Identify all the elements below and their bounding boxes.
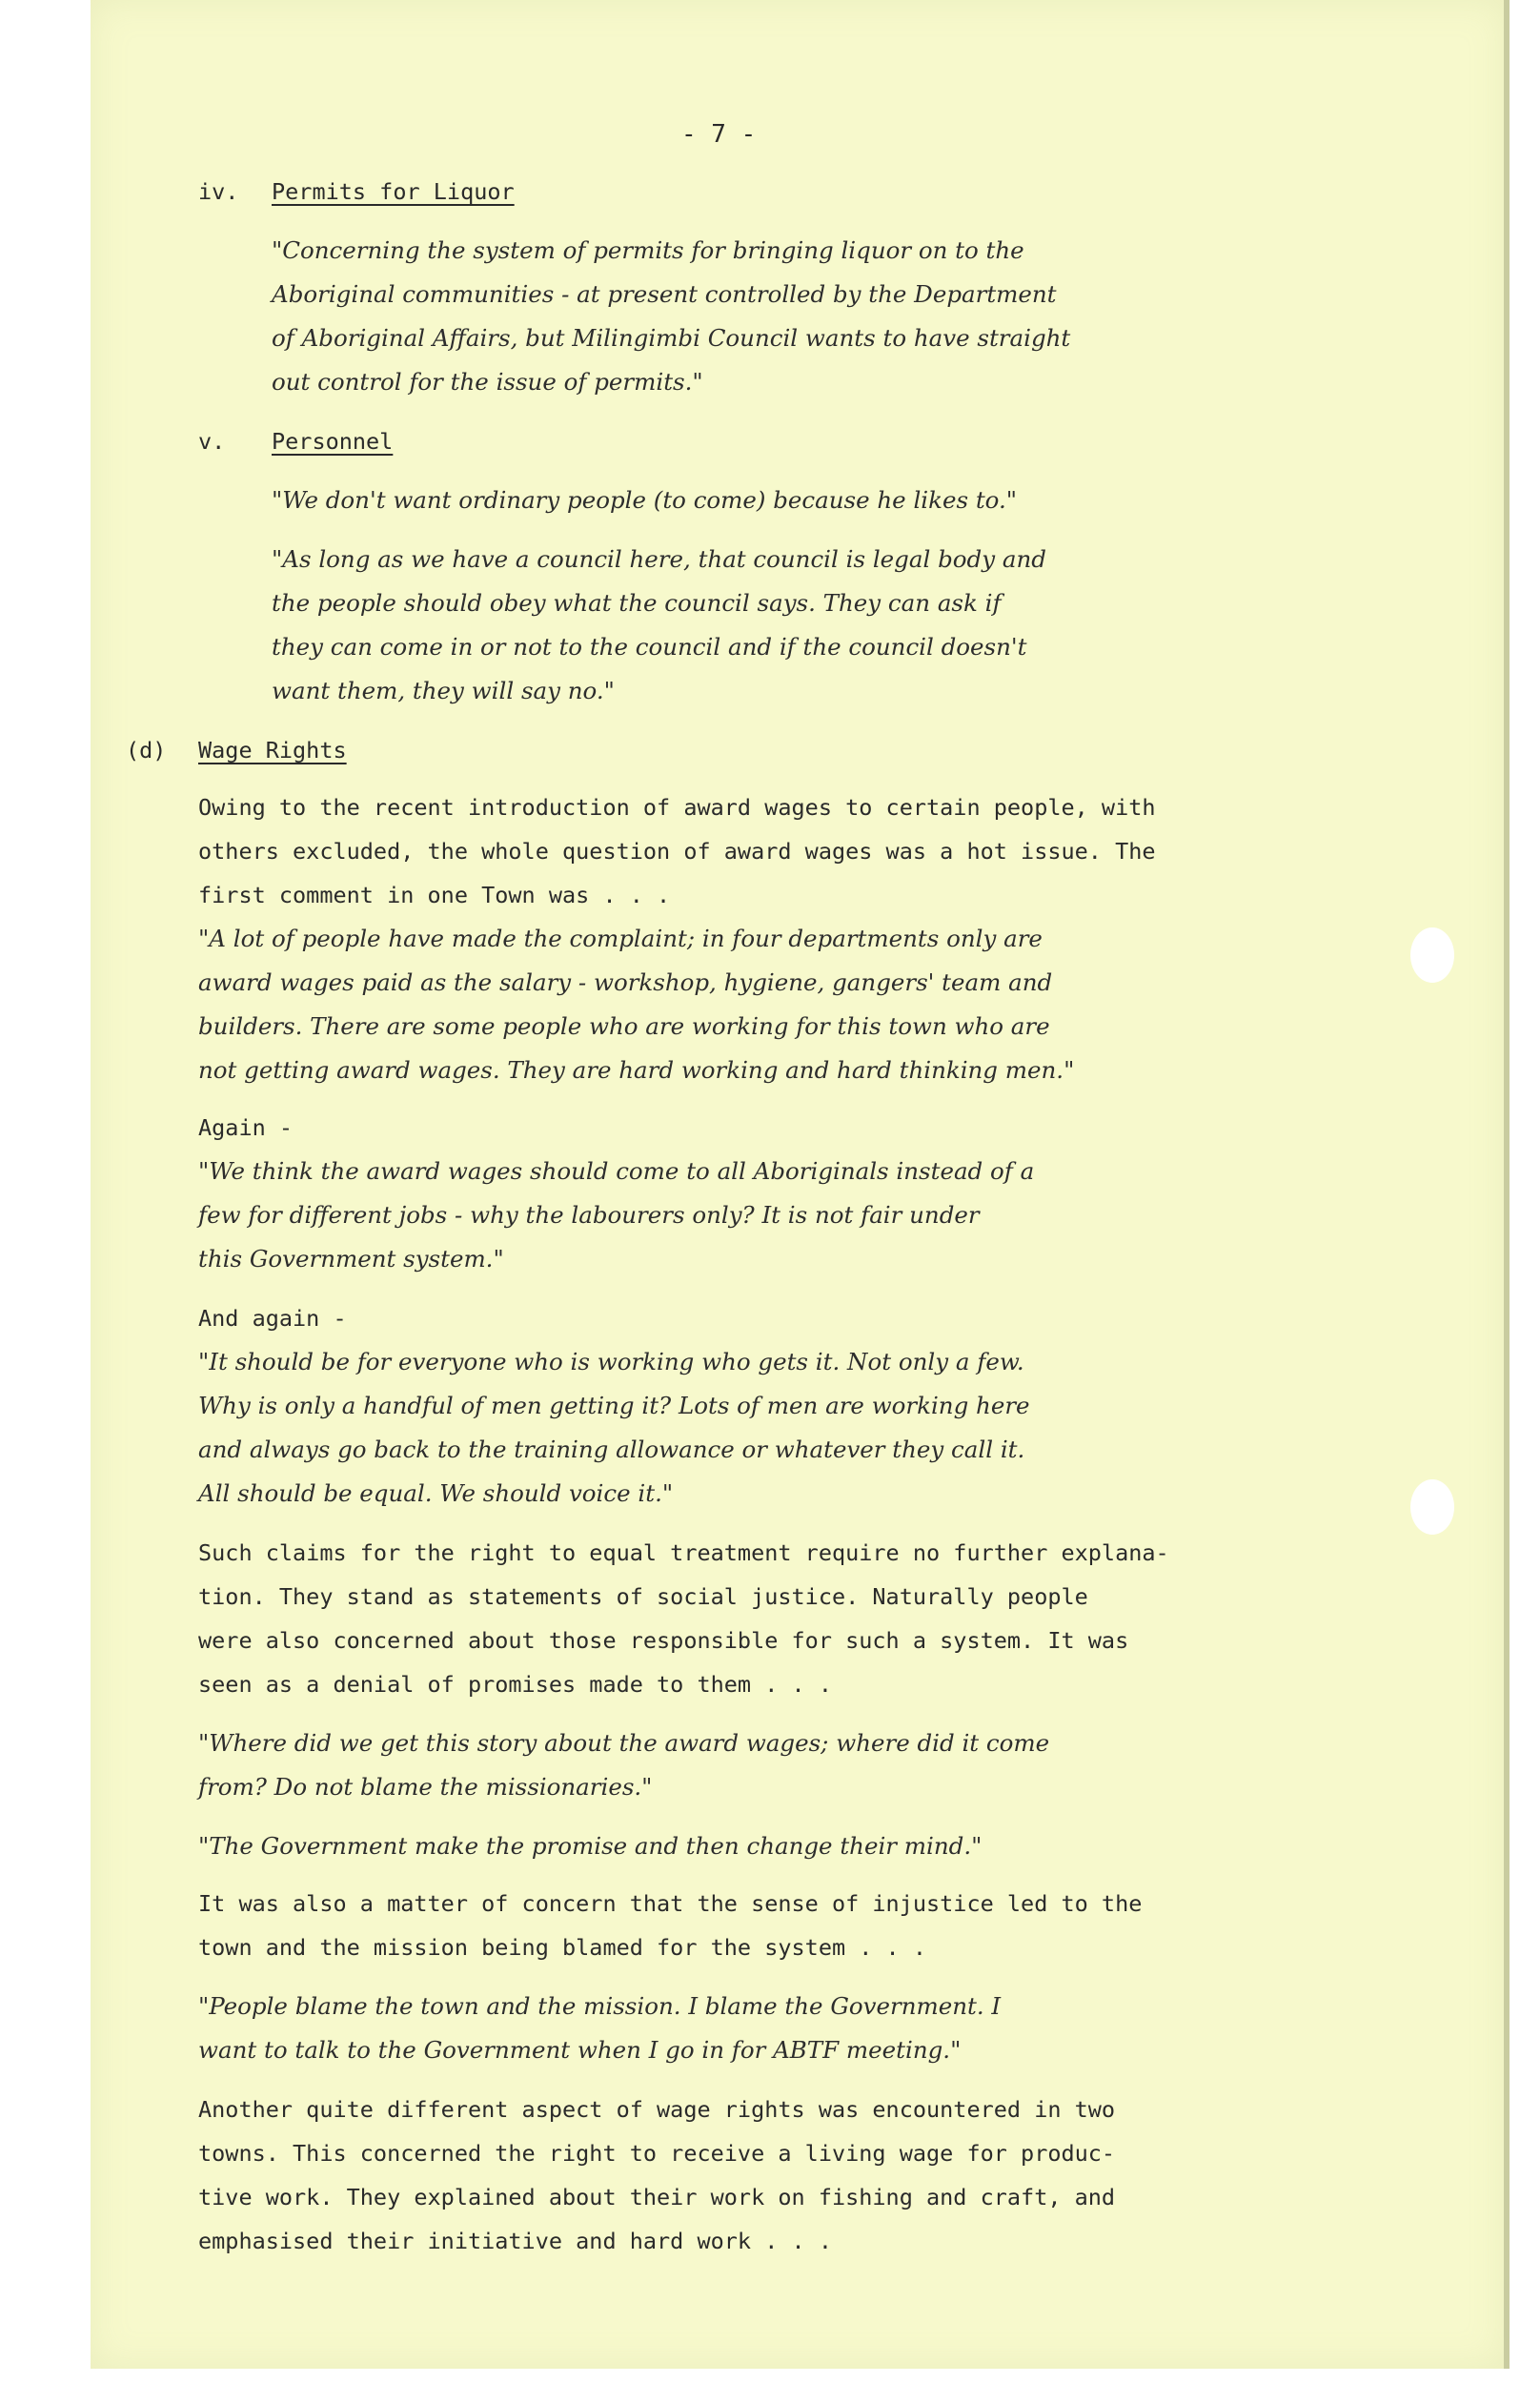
quote-line: "A lot of people have made the complaint; in four departments only are (198, 925, 1043, 952)
quote-line: out control for the issue of permits." (272, 368, 703, 396)
quote-line: from? Do not blame the missionaries." (198, 1773, 653, 1801)
section-heading: Wage Rights (198, 737, 347, 764)
paragraph-line: towns. This concerned the right to receive a living wage for produc- (198, 2140, 1116, 2167)
section-number: (d) (126, 737, 167, 764)
paragraph-line: tion. They stand as statements of social justice. Naturally people (198, 1583, 1088, 1610)
quote-line: the people should obey what the council says. They can ask if (272, 589, 1002, 617)
section-heading: Personnel (272, 428, 394, 455)
quote-line: "Concerning the system of permits for bringing liquor on to the (272, 236, 1024, 264)
quote-line: not getting award wages. They are hard working and hard thinking men." (198, 1056, 1075, 1084)
paragraph-line: others excluded, the whole question of award wages was a hot issue. The (198, 838, 1156, 865)
quote-line: "We think the award wages should come to all Aboriginals instead of a (198, 1157, 1035, 1185)
quote-line: "People blame the town and the mission. I blame the Government. I (198, 1992, 1002, 2020)
quote-line: "As long as we have a council here, that council is legal body and (272, 545, 1046, 573)
section-heading: Permits for Liquor (272, 178, 515, 205)
quote-line: want them, they will say no." (272, 677, 615, 704)
quote-line: "We don't want ordinary people (to come) because he likes to." (272, 486, 1018, 514)
quote-line: "The Government make the promise and then change their mind." (198, 1832, 983, 1860)
paragraph-line: Again - (198, 1114, 294, 1141)
quote-line: this Government system." (198, 1245, 504, 1273)
paragraph-line: town and the mission being blamed for the system . . . (198, 1934, 927, 1961)
paragraph-line: Another quite different aspect of wage rights was encountered in two (198, 2096, 1116, 2123)
quote-line: few for different jobs - why the labourers only? It is not fair under (198, 1201, 980, 1229)
paragraph-line: Owing to the recent introduction of award wages to certain people, with (198, 794, 1156, 821)
paragraph-line: Such claims for the right to equal treatment require no further explana- (198, 1539, 1169, 1566)
paragraph-line: emphasised their initiative and hard work . . . (198, 2228, 832, 2254)
quote-line: "It should be for everyone who is working who gets it. Not only a few. (198, 1348, 1024, 1375)
item-number: iv. (198, 178, 239, 205)
quote-line: and always go back to the training allowance or whatever they call it. (198, 1436, 1025, 1463)
paragraph-line: were also concerned about those responsible for such a system. It was (198, 1627, 1129, 1654)
quote-line: builders. There are some people who are working for this town who are (198, 1012, 1050, 1040)
quote-line: they can come in or not to the council and if the council doesn't (272, 633, 1027, 661)
quote-line: of Aboriginal Affairs, but Milingimbi Council wants to have straight (272, 324, 1071, 352)
quote-line: Aboriginal communities - at present controlled by the Department (272, 280, 1057, 308)
quote-line: want to talk to the Government when I go in for ABTF meeting." (198, 2036, 962, 2064)
quote-line: award wages paid as the salary - workshop, hygiene, gangers' team and (198, 968, 1053, 996)
paragraph-line: tive work. They explained about their work on fishing and craft, and (198, 2184, 1116, 2210)
quote-line: "Where did we get this story about the award wages; where did it come (198, 1729, 1050, 1757)
page-number: - 7 - (681, 120, 757, 149)
quote-line: Why is only a handful of men getting it? Lots of men are working here (198, 1392, 1030, 1419)
quote-line: All should be equal. We should voice it." (198, 1479, 674, 1507)
paragraph-line: first comment in one Town was . . . (198, 882, 671, 908)
paragraph-line: And again - (198, 1305, 347, 1332)
paragraph-line: It was also a matter of concern that the sense of injustice led to the (198, 1890, 1143, 1917)
paragraph-line: seen as a denial of promises made to them . . . (198, 1671, 832, 1698)
item-number: v. (198, 428, 226, 455)
